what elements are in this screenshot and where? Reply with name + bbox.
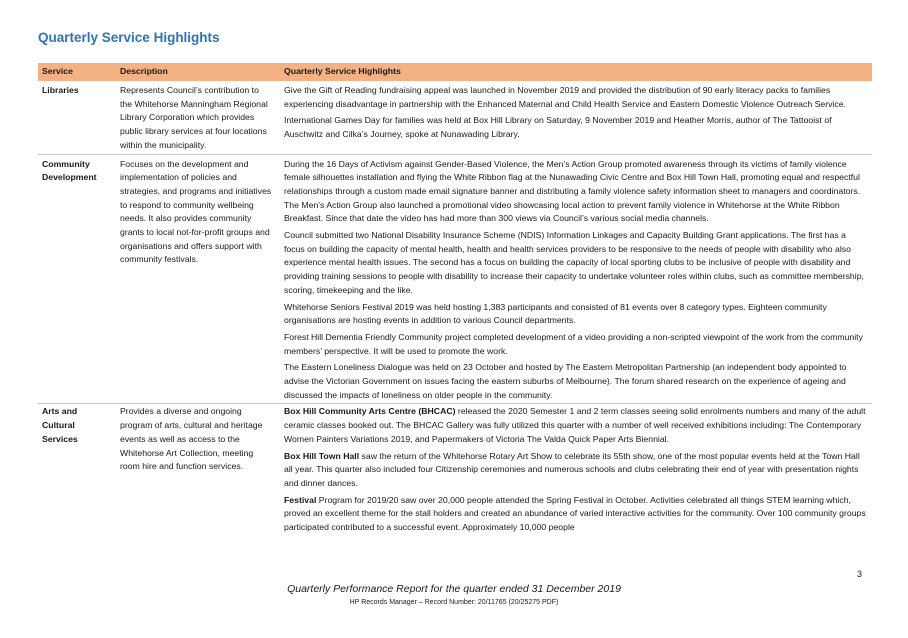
- highlight-text: During the 16 Days of Activism against Gender-Based Violence, the Men’s Action Group promoted awareness through its victims of family violence female silhouettes installation and flying the White Ribbon flag at the Nunawading Civic Centre and Box Hill Town Hall, promoting equal and respectful relationships through a custom made email signature banner and distributing a family violence safety information sheet to managers and coordinators. The Men’s Action Group also launched a promotional video showcasing local action to prevent family violence in Whitehorse at the White Ribbon Breakfast. Since that date the video has had more than 300 views via Council’s various social media channels.: [284, 158, 861, 224]
- highlight-lead: Box Hill Community Arts Centre (BHCAC): [284, 406, 456, 417]
- page-number: 3: [856, 569, 862, 579]
- highlight-lead: Box Hill Town Hall: [284, 450, 360, 461]
- highlight-text: Forest Hill Dementia Friendly Community project completed development of a video providing a non-scripted viewpoint of the work from the community members’ perspective. It will be used to promote the work.: [284, 331, 863, 356]
- footer-record-number: HP Records Manager – Record Number: 20/11765 (20/25275 PDF): [349, 599, 559, 606]
- service-description: Focuses on the development and implementation of policies and strategies, and programs and initiatives to respond to community wellbeing needs. It also provides community grants to local not-for-profit groups and organisations and offers support with community festivals.: [116, 154, 280, 404]
- highlight-paragraph: [284, 450, 868, 491]
- highlight-paragraph: [284, 158, 868, 227]
- highlight-paragraph: [284, 84, 868, 111]
- service-name: Community Development: [38, 154, 116, 404]
- table-header: [38, 63, 872, 81]
- service-highlights: [280, 154, 872, 404]
- header-service: Service: [38, 63, 116, 81]
- highlight-paragraph: [284, 114, 868, 141]
- header-highlights: Quarterly Service Highlights: [280, 63, 872, 81]
- service-description: Represents Council’s contribution to the Whitehorse Manningham Regional Library Corporation which provides public library services at four locations within the municipality.: [116, 81, 280, 154]
- highlight-paragraph: [284, 331, 868, 358]
- table-row-libraries: [38, 81, 872, 154]
- service-highlights: [280, 404, 872, 536]
- table-row-community-development: [38, 154, 872, 404]
- highlight-text: saw the return of the Whitehorse Rotary Art Show to celebrate its 55th show, one of the most popular events held at the Town Hall all year. This quarter also included four Citizenship ceremonies and numerous schools and clubs celebrating their end of year with presentation nights and dinner dances.: [284, 450, 860, 488]
- highlight-text: Give the Gift of Reading fundraising appeal was launched in November 2019 and provided the distribution of 90 early literacy packs to families experiencing disadvantage in partnership with the Enhanced Maternal and Child Health Service and Eastern Domestic Violence Outreach Service.: [284, 85, 846, 109]
- highlight-text: Whitehorse Seniors Festival 2019 was held hosting 1,383 participants and consisted of 81 events over 8 category types. Eighteen community organisations are hosting events in addition to various Council departments.: [284, 301, 827, 326]
- header-description: Description: [116, 63, 280, 81]
- footer-report-title: Quarterly Performance Report for the quarter ended 31 December 2019: [287, 583, 621, 595]
- highlight-paragraph: [284, 301, 868, 328]
- highlight-text: International Games Day for families was held at Box Hill Library on Saturday, 9 November 2019 and Heather Morris, author of The Tattooist of Auschwitz and Cilka’s Journey, spoke at Nunawading Library.: [284, 115, 832, 140]
- table-row-arts-cultural-services: [38, 404, 872, 536]
- highlight-text: Council submitted two National Disability Insurance Scheme (NDIS) Information Linkages and Capacity Building Grant applications. The first has a focus on building the capacity of mental health, health and health services providers to be responsive to the needs of people with disability who also experience mental health issues. The second has a focus on building the capacity of local sporting clubs to be inclusive of people with disability and providing training sessions to people with disability to increase their capacity to undertake volunteer roles within clubs, such as committee membership, scoring, timekeeping and the like.: [284, 230, 864, 295]
- highlight-paragraph: [284, 229, 868, 298]
- highlight-text: The Eastern Loneliness Dialogue was held on 23 October and hosted by The Eastern Metropolitan Partnership (an independent body appointed to advise the Victorian Government on issues facing the eastern suburbs of Melbourne). The forum shared research on the experience of ageing and discussed the impacts of loneliness on older people in the community.: [284, 362, 847, 400]
- service-highlights: [280, 81, 872, 154]
- highlight-text: released the 2020 Semester 1 and 2 term classes seeing solid enrolments numbers and many of the adult ceramic classes booked out. The BHCAC Gallery was fully utilized this quarter with a number of well received exhibitions including: The Contemporary Women Painters Variations 2019, and Papermakers of Victoria The Valda Quick Paper Arts Biennial.: [284, 406, 866, 444]
- highlight-text: Program for 2019/20 saw over 20,000 people attended the Spring Festival in October. Activities celebrated all things STEM learning which, proved an excellent theme for the stall holders and created an abundance of varied interactive activities for the community. Over 100 community groups participated contributed to a successful event. Approximately 10,000 people: [284, 494, 866, 533]
- highlight-paragraph: [284, 494, 868, 535]
- service-name: Arts and Cultural Services: [42, 406, 78, 444]
- highlight-lead: Festival: [284, 494, 317, 505]
- service-highlights-table: [38, 63, 872, 536]
- highlight-paragraph: [284, 405, 868, 446]
- page-title: Quarterly Service Highlights: [38, 30, 220, 45]
- highlight-paragraph: [284, 361, 868, 402]
- service-description: Provides a diverse and ongoing program of arts, cultural and heritage events as well as access to the Whitehorse Art Collection, meeting room hire and function services.: [120, 406, 263, 472]
- service-name: Libraries: [38, 81, 116, 154]
